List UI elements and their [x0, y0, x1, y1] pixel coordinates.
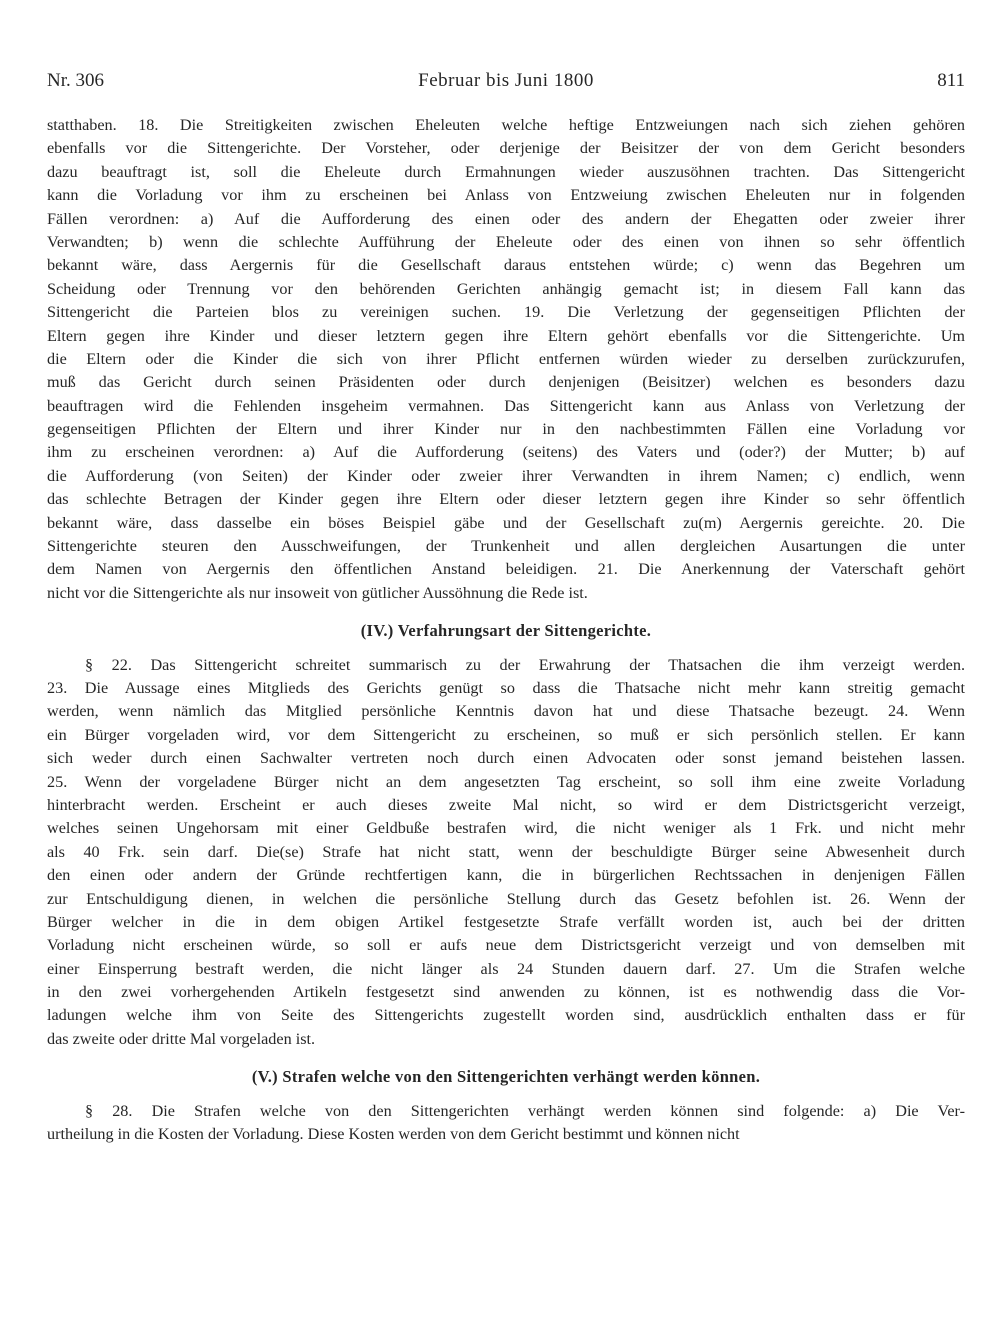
text-line: in den zwei vorhergehenden Artikeln festgesetzt sind anwenden zu können, ist es nothwendig dass die Vor- [47, 983, 965, 1002]
text-line: urtheilung in die Kosten der Vorladung. Diese Kosten werden von dem Gericht bestimmt und können nicht [47, 1125, 740, 1144]
text-line: als 40 Frk. sein darf. Die(se) Strafe hat nicht statt, wenn der beschuldigte Bürger seine Abwesenheit durch [47, 842, 965, 861]
text-line: das zweite oder dritte Mal vorgeladen ist. [47, 1029, 316, 1048]
document-page [47, 70, 965, 1146]
text-line: ein Bürger vorgeladen wird, vor dem Sittengericht zu erscheinen, so muß er sich persönlich stellen. Er kann [47, 725, 965, 744]
text-line: ebenfalls vor die Sittengerichte. Der Vorsteher, oder derjenige der Beisitzer der von dem Gericht besonders [47, 139, 965, 158]
text-line: ihm zu erscheinen verordnen: a) Auf die Aufforderung (seitens) des Vaters und (oder?) der Mutter; b) auf [47, 443, 965, 462]
text-line: den einen oder andern der Gründe rechtfertigen kann, die in bürgerlichen Rechtssachen in denjenigen Fällen [47, 866, 965, 885]
text-line: werden, wenn nämlich das Mitglied persönliche Kenntnis davon hat und diese Thatsache bezeugt. 24. Wenn [47, 702, 965, 721]
text-line: dazu beauftragt ist, soll die Eheleute durch Ermahnungen wieder auszusöhnen trachten. Das Sittengericht [47, 162, 965, 181]
document-number: Nr. 306 [47, 70, 104, 91]
text-line: dem Namen von Aergernis den öffentlichen Anstand beleidigen. 21. Die Anerkennung der Vaterschaft gehört [47, 560, 965, 579]
text-line: Fällen verordnen: a) Auf die Aufforderung des einen oder des andern der Ehegatten oder zweier ihrer [47, 209, 965, 228]
text-line: die Eltern oder die Kinder die sich von ihrer Pflicht entfernen würden wieder zu derselben zurückzurufen, [47, 349, 965, 368]
paragraph-articles-22-27 [47, 654, 965, 1052]
text-line: § 28. Die Strafen welche von den Sittengerichten verhängt werden können sind folgende: a) Die Ver- [85, 1101, 965, 1120]
section-heading-v: (V.) Strafen welche von den Sittengerichten verhängt werden können. [251, 1067, 761, 1087]
text-line: statthaben. 18. Die Streitigkeiten zwischen Eheleuten welche heftige Entzweiungen nach sich ziehen gehören [47, 116, 965, 134]
text-line: kann die Vorladung vor ihm zu erscheinen bei Anlass von Entzweiung zwischen Eheleuten nur in folgenden [47, 186, 965, 205]
text-line: die Aufforderung (von Seiten) der Kinder oder zweier ihrer Verwandten in ihrem Namen; c) endlich, wenn [47, 466, 965, 485]
text-line: ladungen welche ihm von Seite des Sittengerichts zugestellt worden sind, ausdrücklich enthalten dass er für [47, 1006, 965, 1025]
text-line: 25. Wenn der vorgeladene Bürger nicht an dem angesetzten Tag erscheint, so soll ihm eine zweite Vorladung [47, 772, 965, 791]
text-line: zur Entschuldigung dienen, in welchen die persönliche Stellung durch das Gesetz befohlen ist. 26. Wenn der [47, 889, 965, 908]
text-line: Scheidung oder Trennung vor den behörenden Gerichten anhängig gemacht ist; in diesem Fall kann das [47, 279, 965, 298]
text-line: nicht vor die Sittengerichte als nur insoweit von gütlicher Aussöhnung die Rede ist. [47, 583, 588, 602]
text-line: Bürger welcher in die in dem obigen Artikel festgesetzte Strafe verfällt worden ist, auch bei der dritten [47, 912, 965, 931]
text-line: beauftragen wird die Fehlenden insgeheim vermahnen. Das Sittengericht kann aus Anlass von Verletzung der [47, 396, 965, 415]
paragraph-article-28 [47, 1100, 965, 1147]
text-line: Eltern gegen ihre Kinder und dieser letztern gegen ihre Eltern gehört ebenfalls vor die Sittengerichte. Um [47, 326, 965, 345]
body-text [47, 114, 965, 1146]
running-header [47, 70, 965, 104]
page-number: 811 [937, 70, 965, 91]
text-line: bekannt wäre, dass Aergernis für die Gesellschaft daraus entstehen würde; c) wenn das Begehren um [47, 256, 965, 275]
text-line: muß das Gericht durch seinen Präsidenten oder durch denjenigen (Beisitzer) welchen es besonders dazu [47, 373, 965, 392]
text-line: welches seinen Ungehorsam mit einer Geldbuße bestrafen wird, die nicht weniger als 1 Frk. und nicht mehr [47, 819, 965, 838]
text-line: das schlechte Betragen der Kinder gegen ihre Eltern oder dieser letztern gegen ihre Kinder so sehr öffentlich [47, 490, 965, 509]
text-line: § 22. Das Sittengericht schreitet summarisch zu der Erwahrung der Thatsachen die ihm verzeigt werden. [85, 655, 965, 674]
text-line: Vorladung nicht erscheinen würde, so soll er aufs neue dem Districtsgericht verzeigt und von demselben mit [47, 936, 965, 955]
paragraph-articles-18-21 [47, 114, 965, 605]
text-line: Verwandten; b) wenn die schlechte Aufführung der Eheleute oder des einen von ihnen so sehr öffentlich [47, 232, 965, 251]
date-range: Februar bis Juni 1800 [418, 70, 594, 91]
text-line: sich weder durch einen Sachwalter vertreten noch durch einen Advocaten oder sonst jemand beistehen lassen. [47, 749, 965, 768]
text-line: gegenseitigen Pflichten der Eltern und ihrer Kinder nur in den nachbestimmten Fällen eine Vorladung vor [47, 420, 965, 439]
text-line: bekannt wäre, dass dasselbe ein böses Beispiel gäbe und der Gesellschaft zu(m) Aergernis gereichte. 20. Die [47, 513, 965, 532]
text-line: Sittengericht die Parteien blos zu vereinigen suchen. 19. Die Verletzung der gegenseitigen Pflichten der [47, 303, 965, 322]
text-line: einer Einsperrung bestraft werden, die nicht länger als 24 Stunden dauern darf. 27. Um die Strafen welche [47, 959, 965, 978]
text-line: hinterbracht werden. Erscheint er auch dieses zweite Mal nicht, so wird er dem Districtsgericht verzeigt, [47, 795, 965, 814]
text-line: Sittengerichte steuren den Ausschweifungen, der Trunkenheit und allen dergleichen Ausartungen die unter [47, 537, 965, 556]
section-heading-iv: (IV.) Verfahrungsart der Sittengerichte. [360, 621, 652, 641]
text-line: 23. Die Aussage eines Mitglieds des Gerichts genügt so dass die Thatsache nicht mehr kann streitig gemacht [47, 678, 965, 697]
